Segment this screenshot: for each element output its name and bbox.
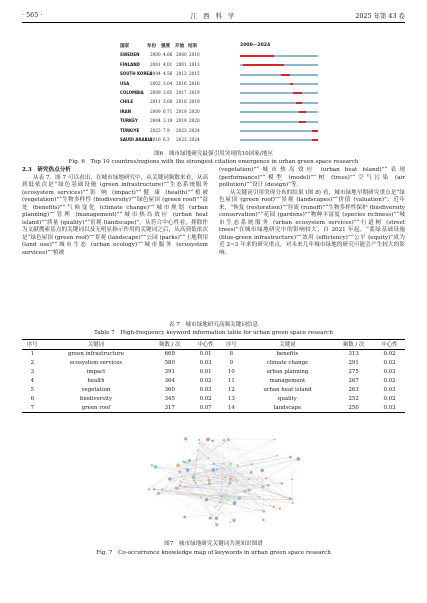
figure6-end: 2019 [189,89,200,95]
left-column [22,167,208,258]
table-cell: 391 [164,369,175,376]
figure6-burst-bar [312,139,318,141]
figure6-begin: 2023 [176,127,187,133]
table-row [22,359,405,368]
header-rule [22,22,405,23]
figure6-header-strength: 强度 [161,44,171,49]
figure6-burst-bar [240,55,274,57]
keyword-table-column-header: 频数 / 次 [159,342,181,349]
figure6-strength: 3.19 [163,118,173,124]
table-cell: 317 [164,404,175,411]
figure6-row [120,80,320,89]
figure6-begin: 2023 [176,136,187,142]
table-cell: 5 [30,386,34,393]
network-node [195,482,197,484]
figure6-year: 2000 [150,52,161,58]
network-node [179,480,180,481]
figure6-country: COLOMBIA [120,89,144,95]
network-node [248,489,251,492]
network-node [237,464,239,466]
network-node [207,479,210,482]
keyword-table-column-header: 中心性 [197,342,214,349]
network-node [216,468,218,470]
table-cell: landscape [273,404,302,411]
right-column [219,167,405,258]
figure6-row [120,89,320,98]
figure6-end: 2024 [189,136,200,142]
network-node [267,484,270,487]
figure6-strength: 3.85 [163,89,173,95]
table-cell: 2 [30,360,34,367]
figure6-country: FINLAND [120,61,140,67]
figure6-strength: 6.3 [163,136,170,142]
figure6-row [120,136,320,145]
network-node [292,499,293,500]
issue-label: 2025 年第 43 卷 [355,12,405,20]
figure6-row [120,108,320,117]
network-node [177,493,178,494]
network-node [186,468,189,471]
table7-caption-en: Table 7 High-frequency keyword information table for urban green space research [94,329,333,336]
network-node [278,507,281,510]
network-node [223,463,225,465]
figure6-timeline-bar [240,121,318,123]
network-node [229,499,230,500]
figure6-header-begin: 开始 [175,44,185,49]
network-node [233,502,237,506]
figure6-header-end: 结束 [188,44,198,49]
figure6-caption-cn: 图6 城市绿地研究最强引用突现的10国家/地区 [154,151,273,157]
network-node [251,463,253,465]
figure6-timeline-bar [240,92,318,94]
network-node [215,507,216,508]
figure6-row [120,51,320,60]
network-node [261,485,264,488]
figure6-timeline-bar [240,74,318,76]
table-cell: management [269,378,306,384]
figure7-caption [22,540,405,557]
table-cell: 0.02 [383,360,396,367]
network-node [199,443,200,444]
network-node [186,462,187,463]
figure6-strength: 4.01 [163,61,173,67]
figure6-timeline-bar [240,139,318,141]
network-links [149,439,298,525]
figure6-begin: 2013 [176,71,187,77]
table-cell: 313 [348,351,359,358]
keyword-table-column-header: 频数 / 次 [342,342,365,349]
figure6-begin: 2019 [176,118,187,124]
network-node [211,440,214,443]
figure6-timeline-bar [240,102,318,104]
network-node [250,471,253,474]
network-node [148,488,150,490]
network-node [184,437,187,440]
keyword-table-body [22,349,405,412]
figure6-row [120,70,320,79]
table-cell: 267 [348,378,359,384]
figure6-strength: 4.06 [163,52,173,58]
table-cell: 3 [30,369,34,376]
table-cell: 364 [164,378,175,384]
section-heading: 2.3 研究热点分析 [22,167,71,173]
table-cell: 14 [227,404,235,411]
figure6-header-year: 年份 [147,44,157,49]
figure6-end: 2016 [189,80,200,86]
figure6-begin: 2000 [176,52,187,58]
network-node [206,437,210,441]
network-node [259,496,261,498]
network-node [229,477,232,480]
table-cell: 7 [30,404,34,411]
figure6-burst-bar [312,130,318,132]
figure6-burst-bar [290,83,293,85]
network-node [188,459,191,462]
figure6-begin: 2017 [176,89,187,95]
network-node [290,497,292,499]
figure6-year: 2001 [150,61,161,67]
table-cell: 10 [227,369,235,376]
table-cell: quality [278,395,297,402]
figure6-strength: 4.56 [163,71,173,77]
network-node [274,439,276,441]
table-cell: urban planning [266,369,309,376]
figure6-begin: 2016 [176,80,187,86]
figure6-country: SOUTH KOREA [120,71,153,77]
figure6-year: 2009 [150,89,161,95]
figure6-strength: 7.9 [163,127,170,133]
figure6-year: 2004 [150,118,161,124]
network-node [230,522,231,523]
table-cell: 11 [227,378,235,384]
figure6-timeline-bar [240,83,318,85]
table-cell: impact [86,369,106,376]
network-node [223,439,226,442]
figure6-burst-bar [299,121,305,123]
figure6-strength: 6.71 [163,108,173,114]
network-node [291,478,293,480]
network-node [183,516,186,519]
network-node [184,486,186,488]
figure6-strength: 3.04 [163,80,173,86]
figure7-caption-en: Fig. 7 Co-occurrence knowledge map of keywords in urban green space research [96,549,331,556]
network-node [192,475,196,479]
table-cell: urban heat island [263,386,312,393]
table-cell: climate change [266,360,309,367]
table-cell: 6 [30,395,34,402]
network-node [178,471,181,474]
table-row [22,403,405,412]
figure6-caption-en: Fig. 6 Top 10 countres/regions with the strongest citation emergence in urban green space research [68,159,359,165]
network-node [229,463,231,465]
network-node [182,460,183,461]
figure6-row [120,117,320,126]
table-cell: 291 [348,360,359,367]
table-cell: 0.03 [199,360,212,367]
figure6-country: SAUDI ARABIA [120,136,153,142]
figure6-begin: 2019 [176,108,187,114]
network-node [212,462,215,465]
figure6-end: 2013 [189,61,200,67]
figure6-burst-table [120,42,320,145]
table-cell: 0.02 [383,378,396,384]
figure6-header-country: 国家 [120,44,130,49]
keyword-table-header [22,340,405,350]
network-node [281,482,283,484]
table-row [22,394,405,403]
figure6-end: 2019 [189,99,200,105]
table-cell: ecosystem services [69,360,123,367]
keyword-table-column-header: 序号 [26,342,38,349]
figure6-year: 2004 [150,71,161,77]
network-node [232,519,236,523]
table-cell: 275 [348,369,359,376]
network-node [243,490,246,493]
network-node [213,477,214,478]
table7-caption-cn: 表 7 城市绿地研究高频关键词信息 [168,322,259,328]
figure7-caption-cn: 图7 城市绿地研究关键词共现知识图谱 [164,541,263,547]
network-node [207,457,209,459]
network-node [157,492,160,495]
keyword-table-column-header: 序号 [225,342,237,349]
network-node [161,488,163,490]
network-node [209,517,212,520]
figure6-end: 2024 [189,127,200,133]
table-cell: 0.07 [199,404,212,411]
figure6-country: TÜRKIYE [120,127,140,133]
network-node [229,482,230,483]
network-node [205,498,208,501]
table-cell: 250 [348,404,359,411]
left-paragraph: 从表 7、图 7 可以看出，在城市绿地研究中，从关键词频数来看，从高到低依次是“绿色基础设施 (green infrastructure)”“生态系统服务 (ecosystem services)”“影 响 (impact)”“健 康 (health)”“植被 (vegetation)”“生物多样性 (biodiversity)”“绿色屋顶 (green roof)”“益处 (benefits)”“气候变化 (climate change)”“城市规划 (urban planning)”“管理 (management)”“城市热岛效应 (urban heat island)”“质量 (quality)”“景观 (landscape)”。从符合中心性看，排除作为文献搜索基点的关键词以及无明显指示作用的关键词之后，从高到低依次是“绿色屋顶 (green roof)”“景观 (landscape)”“公园 (parks)”“土地利用 (land use)”“城市生态 (urban ecology)”“城市服务 (ecosystem services)”“植被 [22,174,208,257]
table-cell: 0.03 [383,404,396,411]
table-cell: 0.03 [383,369,396,376]
network-node [177,488,179,490]
figure6-country: USA [120,80,130,86]
table-cell: 580 [164,360,175,367]
table-cell: biodiversity [79,395,113,402]
network-node [262,519,265,522]
figure6-begin: 2001 [176,61,187,67]
table-cell: 13 [227,395,235,402]
table-cell: 0.01 [199,351,212,358]
table-cell: 0.02 [383,351,396,358]
keyword-table-column-header: 关键词 [279,342,296,349]
keyword-network-image [120,415,330,540]
network-node [168,477,171,480]
table-cell: 345 [164,395,175,402]
right-paragraph: 从关键词引用突现分布的结果 (图 8) 看，城市绿地早期研究重点是“绿色屋顶 (green roof)”“景观 (landscapes)”“价值 (valuation)”；近年来，“恢复 (restoration)”“径流 (runoff)”“生物多样性保护 (biodiversity conservation)”“花园 (gardens)”“物种丰富度 (species richness)”“城市生态系统服务 (urban ecosystem services)”“行道树 (street trees)”在城市绿地研究中的影响较大；自 2021 年起，“蓝绿基础设施 (blue-green infrastructure)”“效用 (efficiency)”“公平 (equity)”成为近 2~3 年来的研究重点，对未来几年城市绿地的研究可能会产生较大的影响。 [219,189,405,257]
network-node [215,523,218,526]
figure6-timeline-bar [240,111,318,113]
table-cell: 0.02 [199,378,212,384]
network-node [221,495,224,498]
running-header [22,11,405,21]
right-paragraph-continued: (vegetation)”“城市热岛效应 (urban heat island)”“表现 (performance)”“模型 (model)”“树 (trees)”“空气污染 (air pollution)”“设计 (design)”等。 [219,167,405,189]
table-row [22,349,405,358]
figure6-burst-bar [243,64,284,66]
figure6-burst-bar [299,111,305,113]
network-node [154,465,158,469]
figure6-year: 2009 [150,108,161,114]
network-node [289,456,292,459]
keyword-table-column-header: 关键词 [87,342,105,349]
figure6-burst-bar [281,74,290,76]
figure6-row [120,127,320,136]
table-cell: benefits [276,351,299,358]
figure6-country: TURKEY [120,118,138,124]
network-node [219,501,221,503]
table-cell: 360 [164,386,175,393]
network-node [297,457,301,461]
page-number: · 565 · [22,11,43,19]
network-node [292,502,294,504]
figure6-burst-bar [296,102,302,104]
table-cell: 252 [348,395,359,402]
figure6-row [120,61,320,70]
journal-name: 江 西 科 学 [190,12,237,20]
network-node [208,482,211,485]
network-node [225,477,227,479]
figure6-year: 2023 [150,127,161,133]
table-cell: 12 [227,386,235,393]
table-cell: 8 [229,351,234,358]
figure6-end: 2020 [189,118,200,124]
network-node [276,455,278,457]
network-node [237,481,238,482]
network-node [247,478,249,480]
table-cell: 0.02 [383,395,396,402]
keyword-table [22,339,405,413]
table-cell: 0.01 [199,369,212,376]
figure6-timeline-bar [240,130,318,132]
table-cell: health [87,378,105,384]
network-node [197,449,199,451]
keyword-table-column-header: 中心性 [381,342,398,349]
network-node [193,480,195,482]
figure6-year: 2016 [150,136,161,142]
table-cell: 0.02 [199,395,212,402]
table-cell: 4 [30,378,34,384]
table-row [22,368,405,377]
figure6-header-row [120,42,320,51]
figure6-end: 2010 [189,52,200,58]
network-node [215,517,218,520]
table-cell: 9 [229,360,234,367]
figure6-end: 2015 [189,71,200,77]
table-row [22,377,405,386]
table-cell: 1 [30,351,34,358]
network-node [227,438,230,441]
network-node [179,485,181,487]
table7-caption [22,322,405,337]
figure6-country: IRAN [120,108,132,114]
network-node [176,464,180,468]
figure6-strength: 3.08 [163,99,173,105]
network-node [218,475,219,476]
table-cell: green roof [81,404,111,411]
figure6-burst-bar [293,92,302,94]
network-node [211,468,215,472]
figure6-year: 2002 [150,80,161,86]
table-cell: 263 [348,386,359,393]
network-node [263,510,266,513]
table-cell: vegetation [81,386,111,393]
network-node [198,439,200,441]
figure6-year: 2011 [150,99,161,105]
network-node [261,469,264,472]
network-node [151,464,154,467]
table-row [22,385,405,394]
figure6-end: 2020 [189,108,200,114]
network-node [273,506,275,508]
table-cell: 669 [164,351,175,358]
figure6-country: CHILE [120,99,134,105]
table-cell: green infrastructure [67,351,124,358]
figure6-country: SWEDEN [120,52,140,58]
figure6-header-range: 2000—2024 [240,43,271,48]
network-node [238,496,241,499]
figure6-begin: 2018 [176,99,187,105]
figure6-caption [22,150,405,166]
table-cell: 0.03 [383,386,396,393]
network-node [265,477,267,479]
figure6-row [120,98,320,107]
network-node [200,496,202,498]
network-node [153,488,155,490]
table-cell: 0.03 [199,386,212,393]
